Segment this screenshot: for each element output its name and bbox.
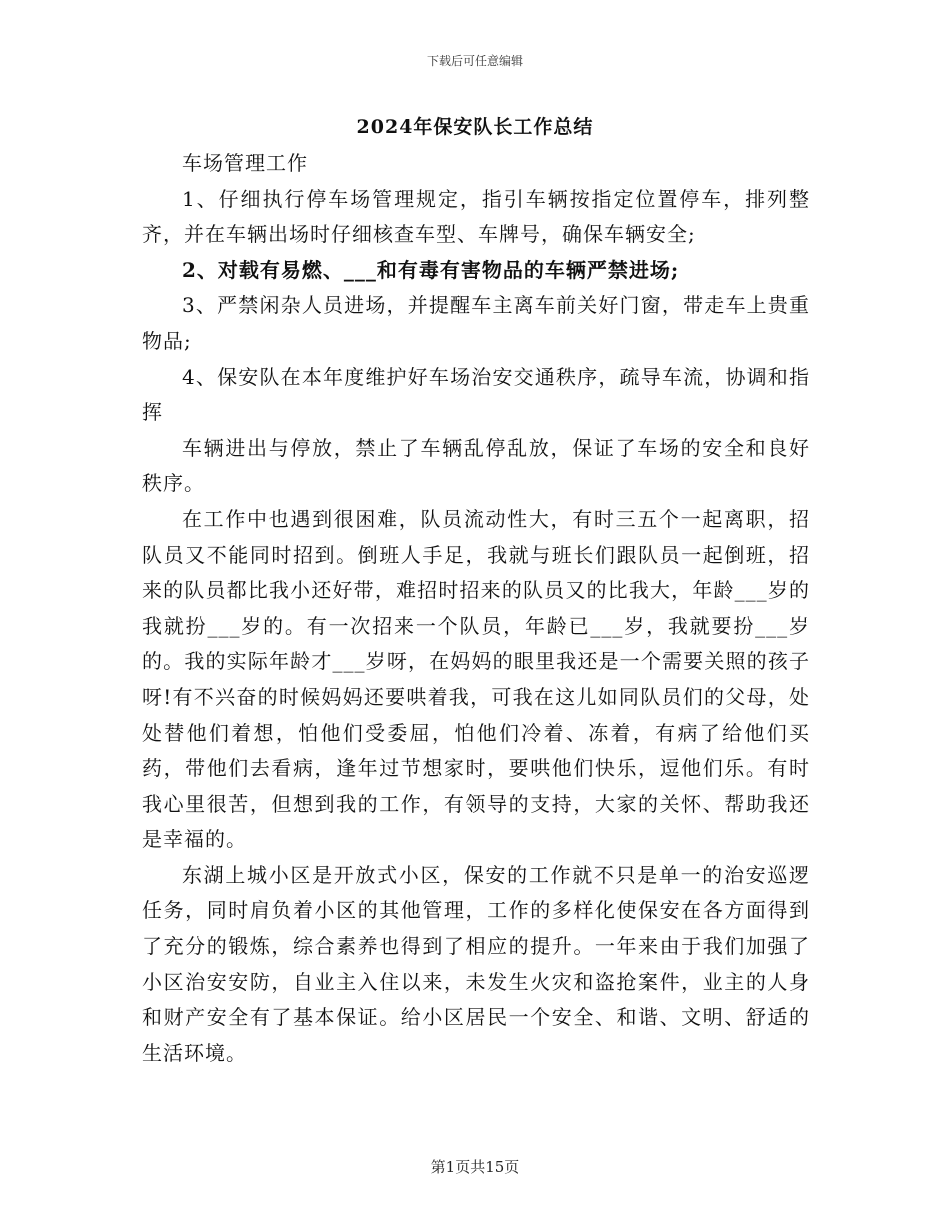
paragraph-item-3: 3、严禁闲杂人员进场，并提醒车主离车前关好门窗，带走车上贵重物品; — [142, 293, 810, 353]
paragraph-vehicle-order: 车辆进出与停放，禁止了车辆乱停乱放，保证了车场的安全和良好秩序。 — [142, 435, 810, 496]
section-heading-parking: 车场管理工作 — [182, 151, 308, 175]
paragraph-community: 东湖上城小区是开放式小区，保安的工作就不只是单一的治安巡逻任务，同时肩负着小区的其他管理，工作的多样化使保安在各方面得到了充分的锻炼，综合素养也得到了相应的提升。一年来由于我们加强了小区治安安防，自业主入住以来，未发生火灾和盗抢案件，业主的人身和财产安全有了基本保证。给小区居民一个安全、和谐、文明、舒适的生活环境。 — [142, 862, 810, 1065]
paragraph-difficulties: 在工作中也遇到很困难，队员流动性大，有时三五个一起离职，招队员又不能同时招到。倒班人手足，我就与班长们跟队员一起倒班，招来的队员都比我小还好带，难招时招来的队员又的比我大，年龄___岁的我就扮___岁的。有一次招来一个队员，年龄已___岁，我就要扮___岁的。我的实际年龄才___岁呀，在妈妈的眼里我还是一个需要关照的孩子呀!有不兴奋的时候妈妈还要哄着我，可我在这儿如同队员们的父母，处处替他们着想，怕他们受委屈，怕他们冷着、冻着，有病了给他们买药，带他们去看病，逢年过节想家时，要哄他们快乐，逗他们乐。有时我心里很苦，但想到我的工作，有领导的支持，大家的关怀、帮助我还是幸福的。 — [142, 506, 810, 852]
paragraph-item-4: 4、保安队在本年度维护好车场治安交通秩序，疏导车流，协调和指挥 — [142, 364, 810, 425]
paragraph-item-1: 1、仔细执行停车场管理规定，指引车辆按指定位置停车，排列整齐，并在车辆出场时仔细核查车型、车牌号，确保车辆安全; — [142, 186, 810, 247]
paragraph-item-2: 2、对载有易燃、___和有毒有害物品的车辆严禁进场; — [182, 257, 680, 282]
document-body — [142, 146, 810, 1071]
page-number-footer: 第1页共15页 — [430, 1158, 520, 1176]
document-title: 2024年保安队长工作总结 — [356, 116, 594, 138]
page-header-note: 下载后可任意编辑 — [426, 54, 523, 68]
